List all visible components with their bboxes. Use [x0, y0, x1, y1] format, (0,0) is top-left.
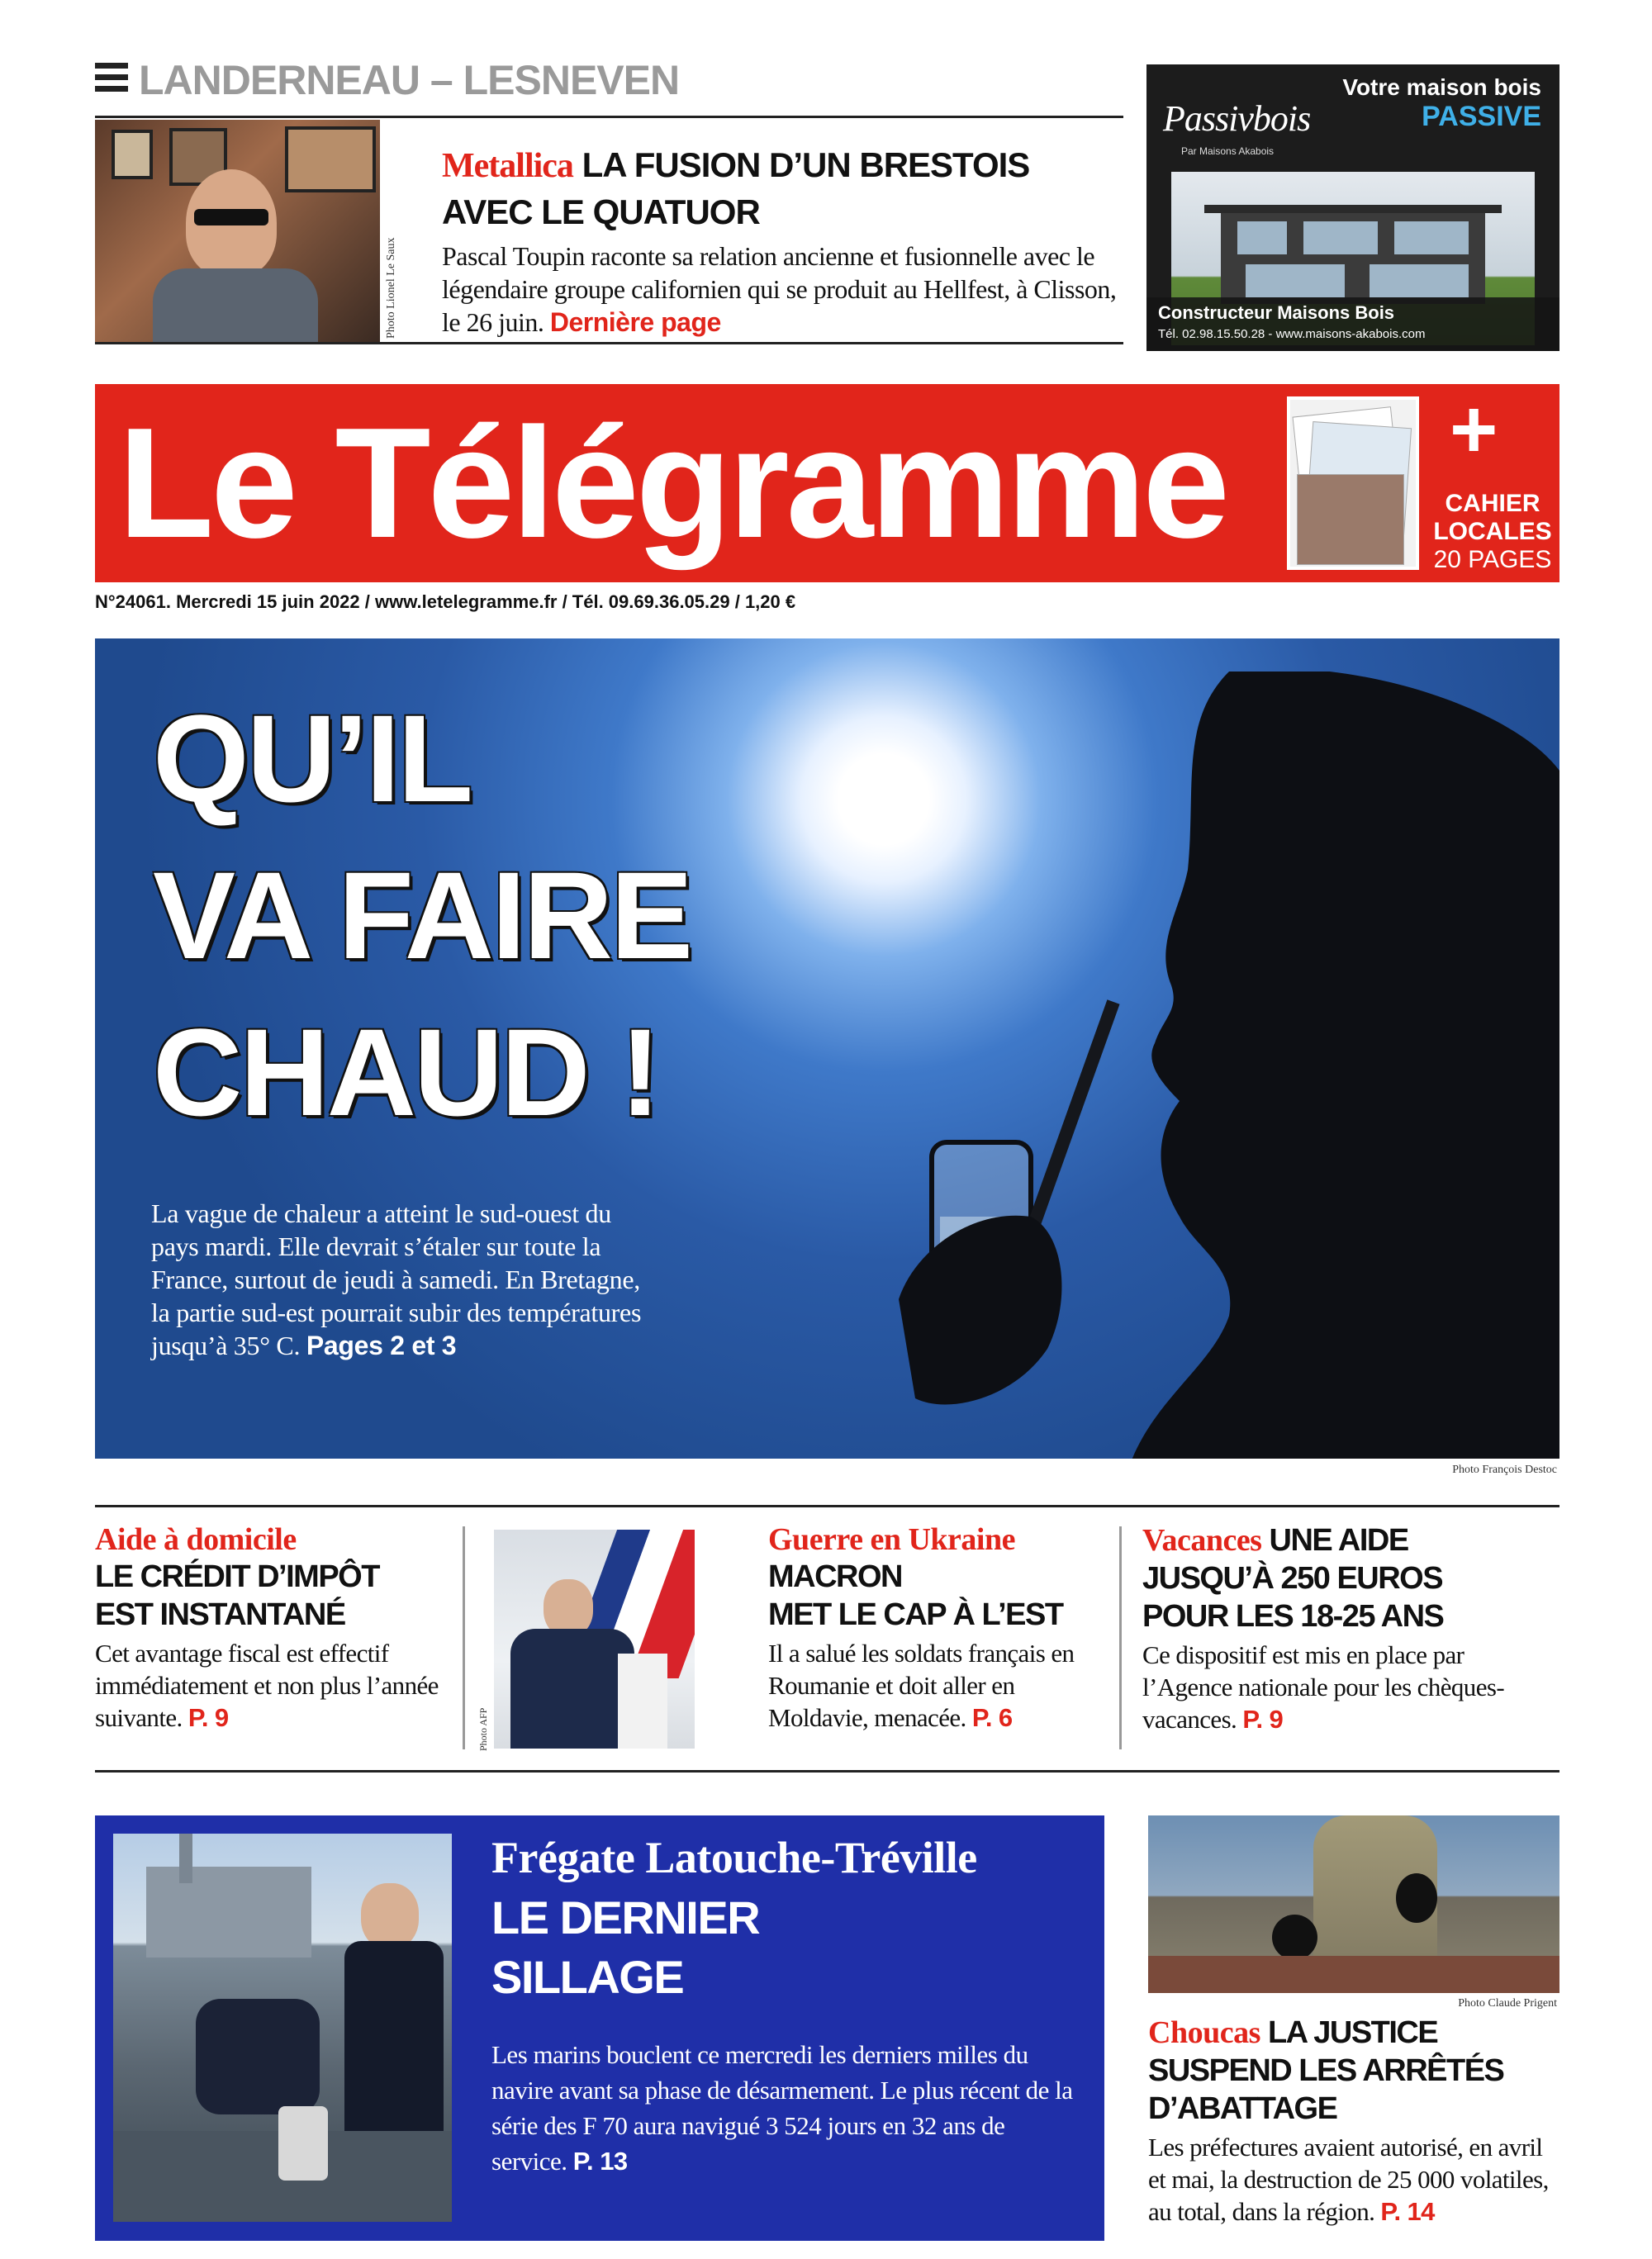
hero-story[interactable]: [95, 638, 1559, 1459]
news-item-vacances[interactable]: [1142, 1521, 1559, 1735]
hero-headline-line1: QU’IL: [153, 689, 471, 828]
news-headline-line1: UNE AIDE: [1269, 1523, 1408, 1558]
choucas-kicker: Choucas: [1148, 2015, 1260, 2050]
news-page-ref[interactable]: P. 6: [971, 1703, 1013, 1732]
dateline: N°24061. Mercredi 15 juin 2022 / www.letelegramme.fr / Tél. 09.69.36.05.29 / 1,20 €: [95, 591, 796, 612]
teaser-body: [442, 240, 1119, 339]
choucas-body: [1148, 2131, 1559, 2228]
fregate-page-ref[interactable]: P. 13: [572, 2147, 628, 2176]
news-body: [95, 1637, 458, 1734]
supplement-label-line2: LOCALES: [1433, 518, 1552, 545]
top-rule: [95, 116, 1123, 118]
hero-page-ref[interactable]: Pages 2 et 3: [306, 1331, 457, 1360]
news-body-text: Cet avantage fiscal est effectif immédiatement et non plus l’année suivante.: [95, 1639, 439, 1732]
hero-headline-line2: VA FAIRE: [153, 846, 691, 985]
supplement-label[interactable]: [1431, 490, 1555, 546]
fregate-headline: [491, 1888, 759, 2007]
teaser-headline[interactable]: [442, 142, 1119, 235]
hero-headline[interactable]: [153, 680, 691, 1151]
macron-photo[interactable]: [494, 1530, 695, 1749]
teaser-page-ref[interactable]: Dernière page: [549, 307, 721, 337]
news-kicker: Guerre en Ukraine: [768, 1522, 1015, 1557]
supplement-pages: 20 PAGES: [1433, 546, 1552, 573]
ad-footer: [1146, 297, 1559, 351]
ad-brand-sub: Par Maisons Akabois: [1181, 145, 1275, 157]
news-item-choucas[interactable]: [1148, 2014, 1559, 2228]
choucas-headline-line1: LA JUSTICE: [1267, 2015, 1438, 2050]
ad-brand-logo: Passivbois: [1163, 98, 1311, 139]
masthead: [95, 384, 1559, 582]
news-top-rule: [95, 1505, 1559, 1507]
news-page-ref[interactable]: P. 9: [188, 1703, 229, 1732]
news-item-ukraine[interactable]: [768, 1521, 1099, 1734]
choucas-photo[interactable]: [1148, 1815, 1559, 1993]
fregate-body-text: Les marins bouclent ce mercredi les derniers milles du navire avant sa phase de désarmement. Le plus récent de la série des F 70 aura navigué 3 524 jours en 32 ans de service.: [491, 2040, 1073, 2176]
choucas-page-ref[interactable]: P. 14: [1380, 2197, 1435, 2226]
news-headline-line1: MACRON: [768, 1559, 902, 1594]
choucas-headline-line3: D’ABATTAGE: [1148, 2091, 1337, 2126]
ad-footer-line1: Constructeur Maisons Bois: [1158, 302, 1395, 323]
supplement-label-line1: CAHIER: [1445, 490, 1540, 517]
teaser-headline-line1: LA FUSION D’UN BRESTOIS: [582, 145, 1030, 184]
fregate-story[interactable]: [95, 1815, 1104, 2241]
macron-photo-credit: Photo AFP: [477, 1707, 489, 1751]
teaser-photo-credit: Photo Lionel Le Saux: [385, 237, 397, 339]
ad-passivbois[interactable]: [1146, 64, 1559, 351]
ad-footer-line2: Tél. 02.98.15.50.28 - www.maisons-akabois.com: [1158, 327, 1426, 341]
hero-photo-credit: Photo François Destoc: [1452, 1464, 1557, 1476]
teaser-photo[interactable]: [95, 120, 380, 343]
masthead-title[interactable]: Le Télégramme: [118, 396, 1227, 571]
news-kicker: Vacances: [1142, 1523, 1262, 1558]
fregate-headline-line1: LE DERNIER: [491, 1891, 760, 1943]
teaser-kicker: Metallica: [442, 147, 573, 185]
ad-line2: PASSIVE: [1422, 101, 1541, 132]
news-headline: [95, 1558, 458, 1634]
news-headline-line2: MET LE CAP À L’EST: [768, 1597, 1063, 1632]
teaser-headline-line2: AVEC LE QUATUOR: [442, 192, 760, 231]
hero-body: [151, 1197, 663, 1362]
news-headline-line3: POUR LES 18-25 ANS: [1142, 1599, 1444, 1634]
news-headline-line2: EST INSTANTANÉ: [95, 1597, 345, 1632]
column-divider: [1119, 1526, 1122, 1749]
hero-headline-line3: CHAUD !: [153, 1003, 659, 1141]
teaser-rule: [95, 342, 1123, 344]
hamburger-menu-icon[interactable]: [95, 63, 128, 93]
news-body-text: Il a salué les soldats français en Roumanie et doit aller en Moldavie, menacée.: [768, 1639, 1075, 1732]
choucas-photo-credit: Photo Claude Prigent: [1458, 1997, 1557, 2010]
plus-icon: +: [1450, 383, 1498, 476]
news-kicker: Aide à domicile: [95, 1522, 297, 1557]
teaser-body-text: Pascal Toupin raconte sa relation ancienne et fusionnelle avec le légendaire groupe californien qui se produit au Hellfest, à Clisson, le 26 juin.: [442, 241, 1117, 337]
fregate-headline-line2: SILLAGE: [491, 1951, 684, 2003]
column-divider: [463, 1526, 465, 1749]
news-headline: [768, 1558, 1099, 1634]
news-body-text: Ce dispositif est mis en place par l’Agence nationale pour les chèques-vacances.: [1142, 1640, 1505, 1734]
choucas-headline-line2: SUSPEND LES ARRÊTÉS: [1148, 2053, 1504, 2088]
fregate-photo: [113, 1834, 452, 2222]
news-item-aide-domicile[interactable]: [95, 1521, 458, 1734]
news-headline-line2: JUSQU’À 250 EUROS: [1142, 1561, 1443, 1596]
news-headline-line1: LE CRÉDIT D’IMPÔT: [95, 1559, 379, 1594]
choucas-headline: [1148, 2014, 1559, 2128]
news-headline: [1142, 1521, 1559, 1635]
news-body: [768, 1637, 1099, 1734]
fregate-kicker: Frégate Latouche-Tréville: [491, 1833, 977, 1882]
news-page-ref[interactable]: P. 9: [1242, 1705, 1284, 1734]
news-body: [1142, 1639, 1559, 1735]
hero-body-text: La vague de chaleur a atteint le sud-ouest du pays mardi. Elle devrait s’étaler sur toute la France, surtout de jeudi à samedi. En Bretagne, la partie sud-est pourrait subir des températures jusqu’à 35° C.: [151, 1198, 642, 1360]
edition-label: LANDERNEAU – LESNEVEN: [139, 57, 680, 103]
ad-line1: Votre maison bois: [1342, 74, 1541, 100]
supplement-thumbnail[interactable]: [1287, 396, 1419, 570]
news-bottom-rule: [95, 1770, 1559, 1773]
fregate-body: [491, 2037, 1086, 2179]
hero-silhouette-image: [882, 672, 1559, 1459]
choucas-body-text: Les préfectures avaient autorisé, en avril et mai, la destruction de 25 000 volatiles, au total, dans la région.: [1148, 2133, 1549, 2226]
